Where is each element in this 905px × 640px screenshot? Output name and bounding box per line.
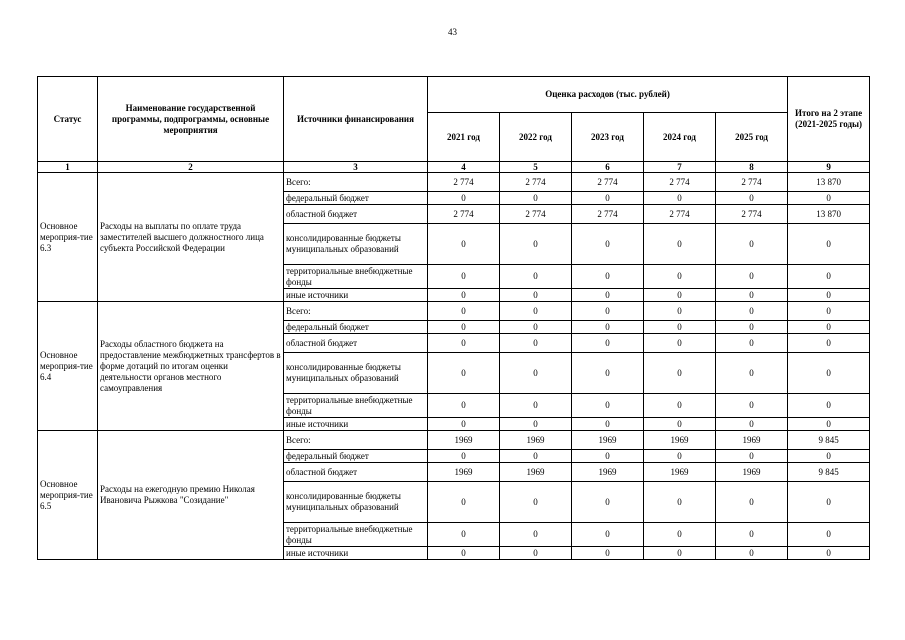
year-value-cell: 0 (644, 289, 716, 302)
year-value-cell: 0 (500, 450, 572, 463)
year-value-cell: 0 (428, 302, 500, 321)
year-value-cell: 1969 (500, 431, 572, 450)
year-value-cell: 0 (428, 482, 500, 523)
year-value-cell: 2 774 (572, 205, 644, 224)
total-value-cell: 13 870 (788, 173, 870, 192)
funding-source-cell: областной бюджет (284, 334, 428, 353)
column-number-row (38, 162, 870, 173)
funding-source-cell: федеральный бюджет (284, 450, 428, 463)
year-value-cell: 0 (644, 482, 716, 523)
status-cell: Основное мероприя-тие 6.5 (38, 431, 98, 560)
column-number: 8 (716, 162, 788, 173)
year-value-cell: 0 (428, 523, 500, 547)
year-value-cell: 2 774 (428, 205, 500, 224)
funding-source-cell: территориальные внебюджетные фонды (284, 265, 428, 289)
year-value-cell: 1969 (644, 431, 716, 450)
budget-table (37, 76, 870, 560)
year-value-cell: 0 (428, 224, 500, 265)
total-value-cell: 0 (788, 394, 870, 418)
year-value-cell: 0 (644, 523, 716, 547)
funding-source-cell: территориальные внебюджетные фонды (284, 394, 428, 418)
header-estimate: Оценка расходов (тыс. рублей) (428, 77, 788, 113)
funding-source-cell: федеральный бюджет (284, 192, 428, 205)
total-value-cell: 9 845 (788, 431, 870, 450)
year-value-cell: 2 774 (428, 173, 500, 192)
table-row (38, 302, 870, 321)
funding-source-cell: Всего: (284, 302, 428, 321)
year-value-cell: 0 (500, 224, 572, 265)
year-value-cell: 0 (500, 394, 572, 418)
year-value-cell: 0 (572, 224, 644, 265)
year-value-cell: 0 (572, 302, 644, 321)
total-value-cell: 0 (788, 224, 870, 265)
year-value-cell: 0 (500, 547, 572, 560)
year-value-cell: 1969 (428, 431, 500, 450)
year-value-cell: 2 774 (644, 205, 716, 224)
total-value-cell: 0 (788, 334, 870, 353)
year-value-cell: 1969 (572, 463, 644, 482)
year-value-cell: 0 (644, 302, 716, 321)
column-number: 1 (38, 162, 98, 173)
total-value-cell: 0 (788, 289, 870, 302)
year-value-cell: 0 (572, 450, 644, 463)
funding-source-cell: консолидированные бюджеты муниципальных образований (284, 353, 428, 394)
total-value-cell: 0 (788, 418, 870, 431)
year-value-cell: 0 (500, 523, 572, 547)
year-value-cell: 0 (428, 289, 500, 302)
year-value-cell: 0 (500, 265, 572, 289)
total-value-cell: 0 (788, 321, 870, 334)
year-value-cell: 0 (716, 334, 788, 353)
total-value-cell: 13 870 (788, 205, 870, 224)
status-cell: Основное мероприя-тие 6.4 (38, 302, 98, 431)
year-value-cell: 0 (716, 321, 788, 334)
year-value-cell: 1969 (716, 431, 788, 450)
table-row (38, 431, 870, 450)
funding-source-cell: иные источники (284, 289, 428, 302)
column-number: 7 (644, 162, 716, 173)
year-value-cell: 0 (716, 302, 788, 321)
year-value-cell: 1969 (428, 463, 500, 482)
table-header (38, 77, 870, 173)
year-value-cell: 0 (428, 334, 500, 353)
year-value-cell: 0 (644, 224, 716, 265)
year-value-cell: 0 (644, 334, 716, 353)
year-value-cell: 0 (500, 418, 572, 431)
header-year-2021: 2021 год (428, 113, 500, 162)
funding-source-cell: Всего: (284, 173, 428, 192)
column-number: 9 (788, 162, 870, 173)
year-value-cell: 0 (500, 334, 572, 353)
year-value-cell: 1969 (644, 463, 716, 482)
header-sources: Источники финансирования (284, 77, 428, 162)
year-value-cell: 0 (428, 418, 500, 431)
header-year-2022: 2022 год (500, 113, 572, 162)
year-value-cell: 0 (572, 418, 644, 431)
year-value-cell: 0 (428, 547, 500, 560)
year-value-cell: 0 (428, 450, 500, 463)
year-value-cell: 0 (644, 192, 716, 205)
year-value-cell: 0 (716, 418, 788, 431)
year-value-cell: 0 (716, 224, 788, 265)
year-value-cell: 2 774 (716, 205, 788, 224)
page-number: 43 (448, 27, 457, 37)
year-value-cell: 0 (572, 289, 644, 302)
year-value-cell: 2 774 (500, 173, 572, 192)
funding-source-cell: Всего: (284, 431, 428, 450)
year-value-cell: 0 (500, 482, 572, 523)
year-value-cell: 0 (500, 302, 572, 321)
header-name: Наименование государственной программы, подпрограммы, основные мероприятия (98, 77, 284, 162)
year-value-cell: 0 (644, 450, 716, 463)
year-value-cell: 0 (644, 394, 716, 418)
year-value-cell: 2 774 (500, 205, 572, 224)
activity-name-cell: Расходы на ежегодную премию Николая Ивановича Рыжкова "Созидание" (98, 431, 284, 560)
year-value-cell: 0 (716, 192, 788, 205)
year-value-cell: 0 (644, 418, 716, 431)
total-value-cell: 0 (788, 547, 870, 560)
column-number: 4 (428, 162, 500, 173)
year-value-cell: 0 (428, 265, 500, 289)
activity-name-cell: Расходы областного бюджета на предоставление межбюджетных трансфертов в форме дотаций по итогам оценки деятельности органов местного самоуправления (98, 302, 284, 431)
header-status: Статус (38, 77, 98, 162)
year-value-cell: 2 774 (572, 173, 644, 192)
table-body (38, 173, 870, 560)
year-value-cell: 2 774 (644, 173, 716, 192)
year-value-cell: 0 (716, 450, 788, 463)
year-value-cell: 1969 (572, 431, 644, 450)
year-value-cell: 0 (500, 192, 572, 205)
funding-source-cell: областной бюджет (284, 205, 428, 224)
year-value-cell: 0 (572, 192, 644, 205)
total-value-cell: 0 (788, 265, 870, 289)
year-value-cell: 0 (500, 289, 572, 302)
activity-name-cell: Расходы на выплаты по оплате труда заместителей высшего должностного лица субъекта Российской Федерации (98, 173, 284, 302)
year-value-cell: 0 (572, 482, 644, 523)
funding-source-cell: территориальные внебюджетные фонды (284, 523, 428, 547)
column-number: 3 (284, 162, 428, 173)
column-number: 6 (572, 162, 644, 173)
header-year-2024: 2024 год (644, 113, 716, 162)
year-value-cell: 0 (644, 547, 716, 560)
header-year-2023: 2023 год (572, 113, 644, 162)
year-value-cell: 0 (428, 192, 500, 205)
year-value-cell: 0 (572, 321, 644, 334)
status-cell: Основное мероприя-тие 6.3 (38, 173, 98, 302)
funding-source-cell: консолидированные бюджеты муниципальных образований (284, 482, 428, 523)
header-year-2025: 2025 год (716, 113, 788, 162)
year-value-cell: 0 (572, 394, 644, 418)
year-value-cell: 0 (716, 289, 788, 302)
year-value-cell: 1969 (716, 463, 788, 482)
year-value-cell: 0 (428, 321, 500, 334)
year-value-cell: 0 (428, 353, 500, 394)
total-value-cell: 0 (788, 450, 870, 463)
year-value-cell: 0 (716, 394, 788, 418)
funding-source-cell: иные источники (284, 418, 428, 431)
header-total: Итого на 2 этапе (2021-2025 годы) (788, 77, 870, 162)
year-value-cell: 0 (716, 523, 788, 547)
year-value-cell: 0 (572, 265, 644, 289)
year-value-cell: 0 (716, 482, 788, 523)
year-value-cell: 0 (644, 265, 716, 289)
year-value-cell: 0 (644, 321, 716, 334)
year-value-cell: 0 (716, 353, 788, 394)
total-value-cell: 0 (788, 353, 870, 394)
funding-source-cell: консолидированные бюджеты муниципальных образований (284, 224, 428, 265)
year-value-cell: 0 (716, 547, 788, 560)
funding-source-cell: федеральный бюджет (284, 321, 428, 334)
total-value-cell: 9 845 (788, 463, 870, 482)
year-value-cell: 0 (572, 334, 644, 353)
funding-source-cell: областной бюджет (284, 463, 428, 482)
year-value-cell: 0 (500, 353, 572, 394)
year-value-cell: 0 (428, 394, 500, 418)
year-value-cell: 2 774 (716, 173, 788, 192)
total-value-cell: 0 (788, 523, 870, 547)
year-value-cell: 1969 (500, 463, 572, 482)
column-number: 5 (500, 162, 572, 173)
year-value-cell: 0 (644, 353, 716, 394)
total-value-cell: 0 (788, 192, 870, 205)
year-value-cell: 0 (572, 353, 644, 394)
year-value-cell: 0 (572, 547, 644, 560)
year-value-cell: 0 (716, 265, 788, 289)
column-number: 2 (98, 162, 284, 173)
year-value-cell: 0 (572, 523, 644, 547)
total-value-cell: 0 (788, 302, 870, 321)
funding-source-cell: иные источники (284, 547, 428, 560)
year-value-cell: 0 (500, 321, 572, 334)
total-value-cell: 0 (788, 482, 870, 523)
table-row (38, 173, 870, 192)
